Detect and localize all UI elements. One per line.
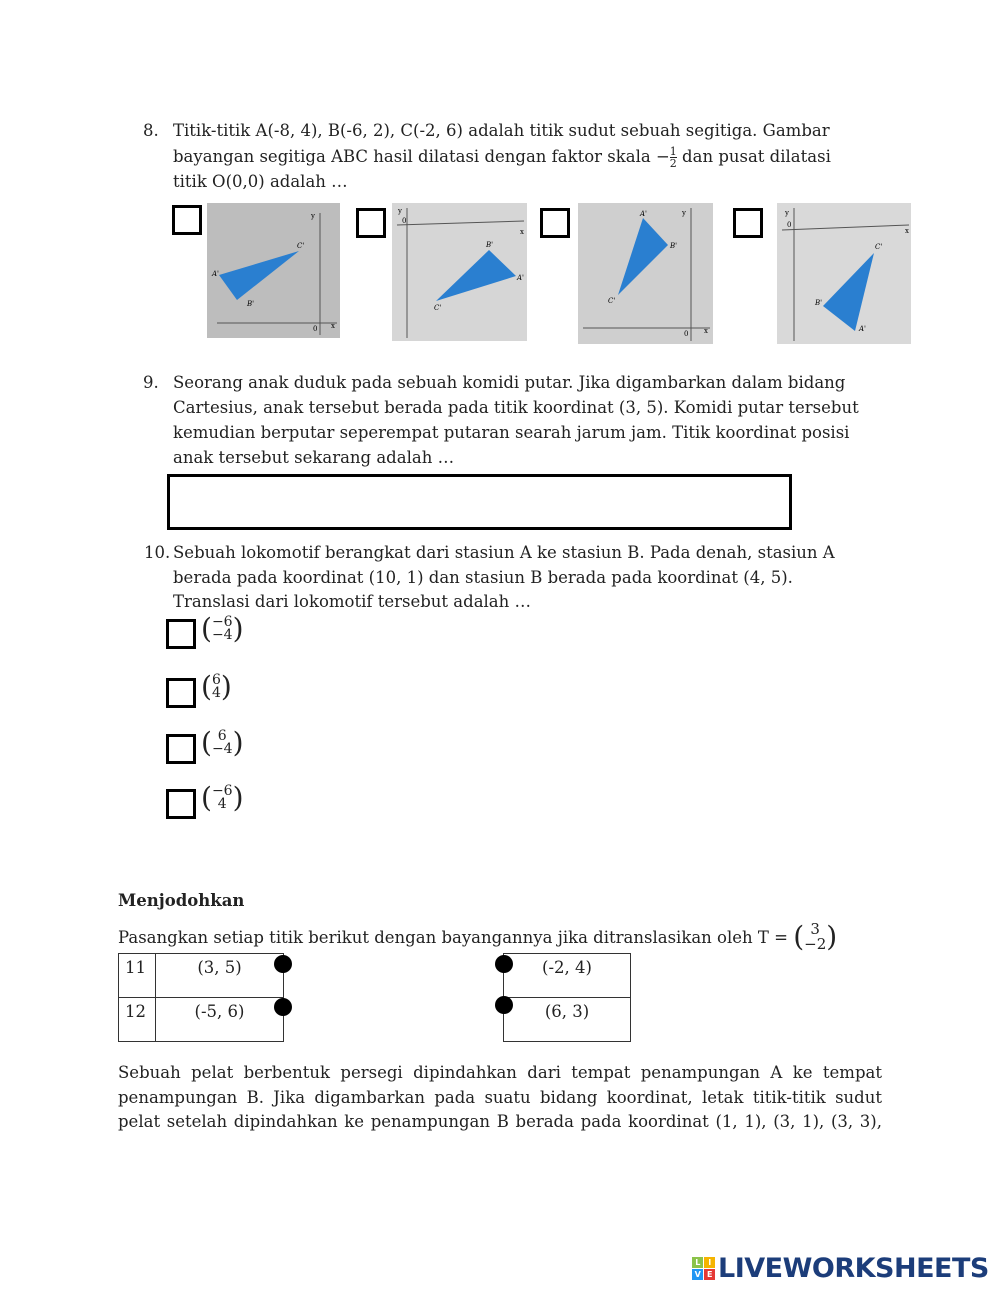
vector-option-b: ( 6 4 ) (201, 670, 232, 703)
question-text: Translasi dari lokomotif tersebut adalah … (173, 592, 532, 611)
question-text: bayangan segitiga ABC hasil dilatasi dengan faktor skala − $\frac{1}{2}$ dan pusat dilatasi (173, 144, 831, 170)
svg-text:y: y (398, 207, 402, 215)
svg-text:C': C' (875, 243, 883, 251)
matching-instruction: Pasangkan setiap titik berikut dengan bayangannya jika ditranslasikan oleh T = ( 3 −2 ) (118, 920, 838, 953)
option-checkbox-3[interactable] (540, 208, 570, 238)
question-number: 10. (144, 543, 171, 562)
svg-text:x: x (905, 227, 909, 235)
passage-line: pelat setelah dipindahkan ke penampungan B berada pada koordinat (1, 1), (3, 1), (3, 3), (118, 1112, 882, 1131)
option-graph-3 (578, 203, 713, 344)
svg-text:A': A' (212, 270, 219, 278)
svg-text:y: y (311, 212, 315, 220)
svg-text:B': B' (486, 241, 494, 249)
matching-right-table (503, 953, 631, 1042)
svg-text:B': B' (815, 299, 823, 307)
table-row (504, 998, 631, 1042)
answer-input-9[interactable] (167, 474, 792, 530)
question-text: Sebuah lokomotif berangkat dari stasiun A ke stasiun B. Pada denah, stasiun A (173, 543, 835, 562)
question-8 (143, 118, 873, 195)
question-text: anak tersebut sekarang adalah … (173, 448, 455, 467)
question-text: Cartesius, anak tersebut berada pada titik koordinat (3, 5). Komidi putar tersebut (173, 398, 859, 417)
svg-text:B': B' (247, 300, 255, 308)
item-point: (-2, 4) (504, 954, 631, 998)
option-graph-4 (777, 203, 911, 344)
svg-text:y: y (785, 209, 789, 217)
svg-text:y: y (682, 209, 686, 217)
svg-text:0: 0 (684, 330, 689, 338)
item-point: (6, 3) (504, 998, 631, 1042)
svg-text:A': A' (640, 210, 647, 218)
match-dot-right-2[interactable] (495, 996, 513, 1014)
passage-line: Sebuah pelat berbentuk persegi dipindahkan dari tempat penampungan A ke tempat (118, 1063, 882, 1082)
item-number: 12 (119, 998, 156, 1042)
question-9 (143, 370, 893, 470)
option-checkbox-10c[interactable] (166, 734, 196, 764)
option-checkbox-10d[interactable] (166, 789, 196, 819)
table-row (119, 998, 284, 1042)
passage (118, 1061, 882, 1135)
svg-text:0: 0 (313, 325, 318, 333)
svg-text:0: 0 (787, 221, 792, 229)
svg-text:x: x (331, 322, 335, 330)
option-checkbox-4[interactable] (733, 208, 763, 238)
liveworksheets-logo: L I V E LIVEWORKSHEETS (692, 1253, 989, 1284)
matching-left-table (118, 953, 284, 1042)
item-point: (-5, 6) (156, 998, 284, 1042)
svg-text:A': A' (517, 274, 524, 282)
question-10 (144, 541, 893, 615)
svg-text:C': C' (434, 304, 442, 312)
table-row (504, 954, 631, 998)
match-dot-left-11[interactable] (274, 955, 292, 973)
option-graph-1 (207, 203, 340, 338)
question-text: berada pada koordinat (10, 1) dan stasiun B berada pada koordinat (4, 5). (173, 567, 793, 587)
svg-text:0: 0 (402, 217, 407, 225)
option-graph-2 (392, 203, 527, 341)
section-heading: Menjodohkan (118, 891, 245, 910)
svg-text:C': C' (608, 297, 616, 305)
match-dot-right-1[interactable] (495, 955, 513, 973)
svg-text:x: x (520, 228, 524, 236)
question-number: 9. (143, 373, 159, 392)
option-checkbox-1[interactable] (172, 205, 202, 235)
svg-text:A': A' (859, 325, 866, 333)
table-row (119, 954, 284, 998)
logo-icon: L I V E (692, 1257, 715, 1280)
option-checkbox-10a[interactable] (166, 619, 196, 649)
vector-option-a: ( −6 −4 ) (201, 612, 244, 645)
item-number: 11 (119, 954, 156, 998)
scale-fraction: $\frac{1}{2}$ (669, 144, 677, 170)
question-text: Seorang anak duduk pada sebuah komidi putar. Jika digambarkan dalam bidang (173, 373, 846, 392)
question-number: 8. (143, 121, 159, 140)
item-point: (3, 5) (156, 954, 284, 998)
option-checkbox-10b[interactable] (166, 678, 196, 708)
vector-option-d: ( −6 4 ) (201, 781, 244, 814)
svg-text:B': B' (670, 242, 678, 250)
vector-option-c: ( 6 −4 ) (201, 726, 244, 759)
passage-line: penampungan B. Jika digambarkan pada suatu bidang koordinat, letak titik-titik sudut (118, 1087, 882, 1107)
svg-text:x: x (704, 327, 708, 335)
question-text: Titik-titik A(-8, 4), B(-6, 2), C(-2, 6) adalah titik sudut sebuah segitiga. Gambar (173, 121, 830, 140)
svg-text:C': C' (297, 242, 305, 250)
match-dot-left-12[interactable] (274, 998, 292, 1016)
option-checkbox-2[interactable] (356, 208, 386, 238)
question-text: kemudian berputar seperempat putaran searah jarum jam. Titik koordinat posisi (173, 423, 850, 442)
question-text: titik O(0,0) adalah … (173, 172, 348, 191)
